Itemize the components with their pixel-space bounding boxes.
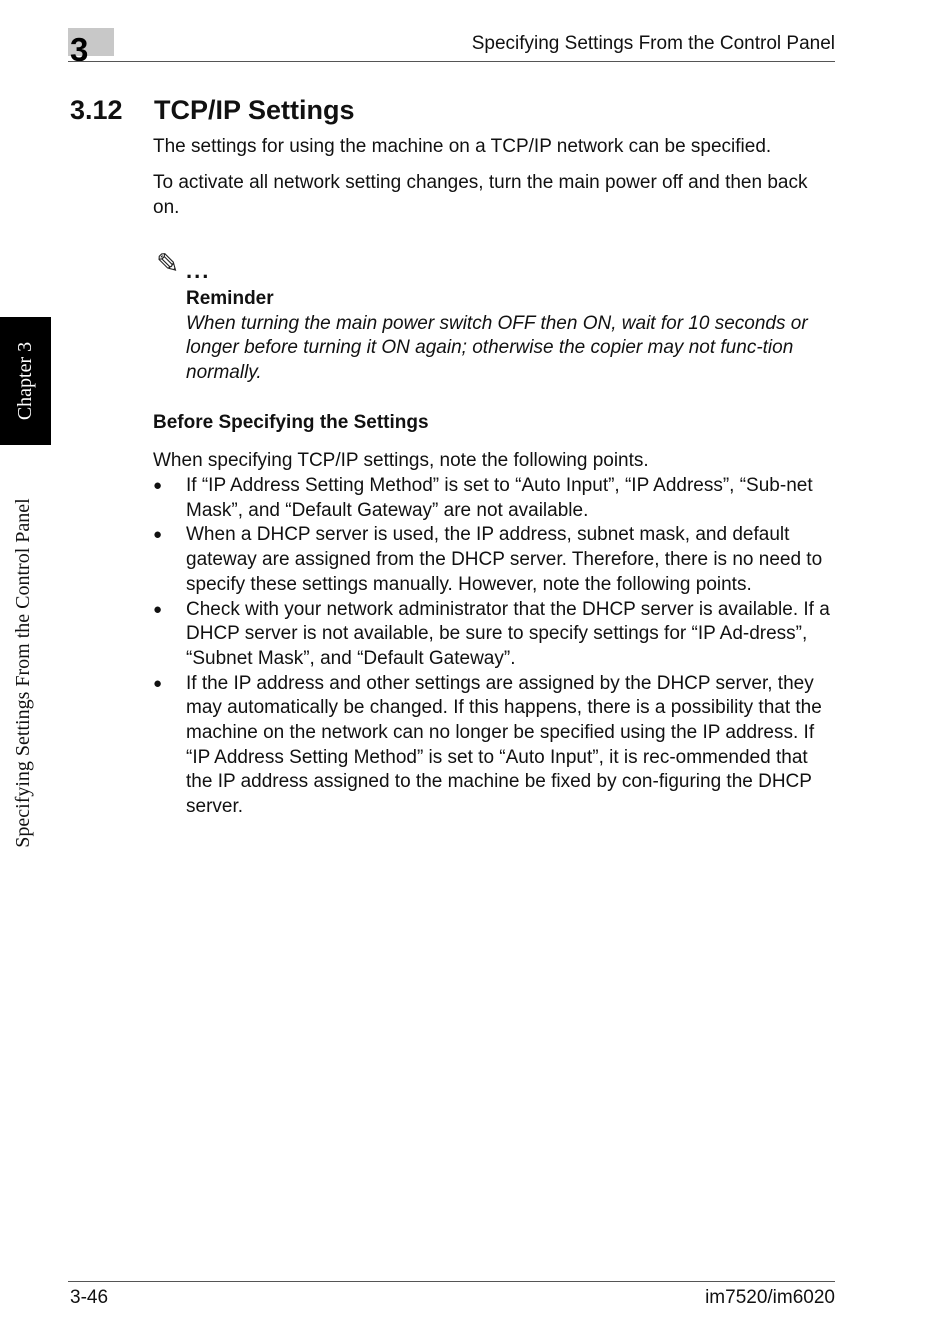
bullet-icon: ● xyxy=(153,526,163,544)
list-item xyxy=(153,474,838,523)
bullet-list xyxy=(153,474,838,820)
list-item xyxy=(153,523,838,597)
bullet-icon: ● xyxy=(153,477,163,494)
reminder-text: When turning the main power switch OFF then ON, wait for 10 seconds or longer before turning it ON again; otherwise the copier may not func-tion normally. xyxy=(186,312,808,384)
section-number: 3.12 xyxy=(70,95,123,125)
list-item-text: Check with your network administrator that the DHCP server is available. If a DHCP server is not available, be sure to specify settings for “IP Ad-dress”, “Subnet Mask”, and “Default Gateway”. xyxy=(186,598,830,669)
header-rule xyxy=(68,61,835,62)
chapter-side-title: Specifying Settings From the Control Panel xyxy=(12,498,34,848)
note-dots: ... xyxy=(186,258,211,283)
chapter-tab-label: Chapter 3 xyxy=(14,341,36,421)
list-item xyxy=(153,598,838,672)
bullet-icon: ● xyxy=(153,674,163,692)
list-item xyxy=(153,672,838,820)
intro-paragraph-2: To activate all network setting changes, turn the main power off and then back on. xyxy=(153,172,808,218)
footer-rule xyxy=(68,1281,835,1282)
reminder-note xyxy=(186,287,838,386)
section-title: TCP/IP Settings xyxy=(154,95,355,125)
bullet-icon: ● xyxy=(153,600,163,618)
list-item-text: If the IP address and other settings are assigned by the DHCP server, they may automatically be changed. If this happens, there is a possibility that the machine on the network can no longer be specified using the IP address. If “IP Address Setting Method” is set to “Auto Input”, it is rec-ommended that the IP address assigned to the machine be fixed by con-figuring the DHCP server. xyxy=(186,672,822,818)
section-heading xyxy=(70,93,355,127)
list-item-text: If “IP Address Setting Method” is set to “Auto Input”, “IP Address”, “Sub-net Mask”, and “Default Gateway” are not available. xyxy=(186,475,813,521)
pencil-icon: ✎ xyxy=(156,248,180,279)
reminder-label: Reminder xyxy=(186,288,274,309)
chapter-number: 3 xyxy=(70,31,89,68)
page-number: 3-46 xyxy=(70,1287,109,1308)
running-header-title: Specifying Settings From the Control Panel xyxy=(471,33,835,54)
model-name: im7520/im6020 xyxy=(705,1287,835,1308)
subsection-heading: Before Specifying the Settings xyxy=(153,412,429,433)
intro-paragraph-1: The settings for using the machine on a TCP/IP network can be specified. xyxy=(153,136,772,157)
list-item-text: When a DHCP server is used, the IP address, subnet mask, and default gateway are assigned from the DHCP server. Therefore, there is no need to specify these settings manually. However, note the following points. xyxy=(186,524,823,595)
subsection-lead: When specifying TCP/IP settings, note the following points. xyxy=(153,450,649,471)
